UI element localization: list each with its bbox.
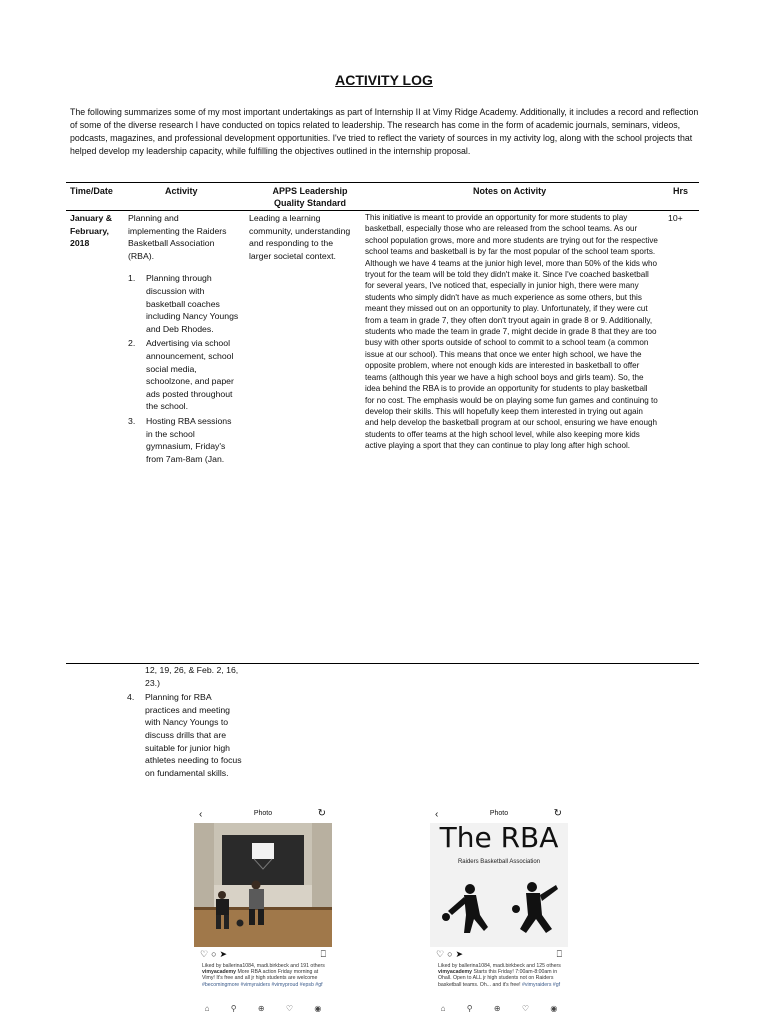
- profile-icon[interactable]: ◉: [314, 1004, 322, 1013]
- step-text: Planning for RBA practices and meeting with Nancy Youngs to discuss drills that are suitable for junior high athletes needing to focus on fundamental skills.: [145, 692, 242, 778]
- add-post-icon[interactable]: ⊕: [257, 1004, 265, 1013]
- post-meta: [202, 963, 328, 988]
- table-top-rule: [66, 182, 699, 183]
- step-number: 1.: [128, 273, 136, 284]
- post-action-icons: [436, 949, 466, 960]
- row-activity: [128, 212, 240, 465]
- bookmark-icon[interactable]: ⎕: [320, 949, 326, 959]
- heart-icon[interactable]: ♡: [285, 1004, 294, 1013]
- refresh-icon[interactable]: ↻: [553, 808, 562, 819]
- activity-steps: [128, 272, 240, 465]
- heart-icon[interactable]: ♡: [436, 949, 448, 959]
- gym-photo: [194, 823, 332, 947]
- row-hrs: 10+: [668, 213, 683, 223]
- home-icon[interactable]: ⌂: [440, 1004, 446, 1013]
- post-bar-title: Photo: [253, 810, 273, 817]
- activity-continuation: [127, 664, 243, 779]
- activity-step: [128, 272, 240, 335]
- add-post-icon[interactable]: ⊕: [493, 1004, 501, 1013]
- header-standard-line1: APPS Leadership: [272, 186, 348, 196]
- chevron-left-icon[interactable]: ‹: [199, 809, 203, 820]
- post-account[interactable]: vimyacademy: [438, 969, 473, 976]
- home-icon[interactable]: ⌂: [204, 1004, 210, 1013]
- bottom-nav: [194, 1004, 332, 1016]
- post-meta: [438, 963, 564, 988]
- header-activity: Activity: [165, 186, 198, 196]
- intro-paragraph: The following summarizes some of my most important undertakings as part of Internship II at Vimy Ridge Academy. Additionally, it includes a record and reflection of some of the diverse research I have conducted on topics related to leadership. The research has come in the form of academic journals, seminars, videos, podcasts, magazines, and professional development opportunities. I've tried to reflect the variety of sources in my activity log, along with the school projects that helped develop my leadership capacity, while fulfilling the objectives outlined in the internship proposal.: [70, 107, 699, 156]
- page-title: ACTIVITY LOG: [335, 72, 433, 88]
- rba-logo-image: [430, 823, 568, 947]
- refresh-icon[interactable]: ↻: [317, 808, 326, 819]
- profile-icon[interactable]: ◉: [550, 1004, 558, 1013]
- header-notes: Notes on Activity: [473, 186, 547, 196]
- instagram-post-2: [430, 808, 568, 1018]
- share-icon[interactable]: ➤: [219, 949, 231, 959]
- activity-step: [127, 691, 243, 779]
- rba-logo-text: The RBA: [439, 823, 559, 854]
- bookmark-icon[interactable]: ⎕: [556, 949, 562, 959]
- row-standard: Leading a learning community, understanding and responding to the larger societal context.: [249, 213, 351, 261]
- post-caption: More RBA action Friday morning at Vimy! It's free and all jr high students are welcome: [202, 969, 319, 982]
- search-icon[interactable]: ⚲: [466, 1004, 473, 1013]
- activity-step: [128, 337, 240, 413]
- share-icon[interactable]: ➤: [455, 949, 467, 959]
- post-action-icons: [200, 949, 230, 960]
- header-standard: [255, 185, 365, 209]
- row-notes: This initiative is meant to provide an opportunity for more students to play basketball, especially those who are released from the school teams. As our school population grows, more and more students are trying out for the respective school teams and basketball is by far the most popular of the school team sports. Although we have 4 teams at the junior high level, more than 50% of the kids who tryout for the team will be told they didn't make it. Since I've coached basketball for several years, I've noticed that, especially in junior high, there were many students who simply didn't have as much experience as some others, but this meant they missed out on an opportunity to play. Unfortunately, if they were cut from a team in grade 7, they often don't tryout again in grade 8 or 9. Additionally, students who made the team in grade 7, might decide in grade 8 that they are too busy with other sports outside of school to commit to a school team (a common issue at our school). This means that once we enter high school, we have the opposite problem, where not enough kids are interested in basketball to offer teams (although this year we have a high school boys and girls team). So, the idea behind the RBA is to provide an opportunity for students to play basketball for no cost. The emphasis would be on playing some fun games and continuing to develop their skills. This will hopefully keep them interested in trying out again and help develop the basketball program at our school, ensuring we have enough students to offer teams at the high school level, while also keeping more kids active playing a sport that they can continue to play long after high school.: [365, 213, 658, 451]
- post-bar-title: Photo: [489, 810, 509, 817]
- post-caption: Starts this Friday! 7:00am-8:00am in Ohall. Open to ALL jr high students not on Raiders basketball teams. Oh... and it's free!: [438, 969, 558, 988]
- step-text: Advertising via school announcement, school social media, schoolzone, and paper ads posted throughout the school.: [146, 338, 234, 412]
- chevron-left-icon[interactable]: ‹: [435, 809, 439, 820]
- player-silhouettes: [430, 823, 568, 947]
- comment-icon[interactable]: ○: [211, 949, 220, 959]
- row-date: [70, 212, 125, 250]
- bottom-nav: [430, 1004, 568, 1016]
- step3-continuation: 12, 19, 26, & Feb. 2, 16, 23.): [145, 665, 239, 688]
- step-number: 2.: [128, 338, 136, 349]
- post-account[interactable]: vimyacademy: [202, 969, 237, 976]
- post-likes: Liked by ballerina1084, madi.birkbeck and 191 others: [202, 963, 325, 969]
- header-date: Time/Date: [70, 186, 113, 196]
- post-tags[interactable]: #vimyraiders #gf: [522, 981, 561, 988]
- activity-intro: Planning and implementing the Raiders Basketball Association (RBA).: [128, 213, 227, 261]
- post-caption-row: [202, 969, 328, 988]
- post-likes: Liked by ballerina1084, madi.birkbeck and 125 others: [438, 963, 561, 969]
- instagram-post-1: [194, 808, 332, 1018]
- post-tags[interactable]: #becomingmore #vimyraiders #vimyproud #epsb #gf: [202, 981, 323, 988]
- post-top-bar: [430, 808, 568, 822]
- rba-logo-subtitle: Raiders Basketball Association: [457, 859, 541, 865]
- post-top-bar: [194, 808, 332, 822]
- step-text: Planning through discussion with basketball coaches including Nancy Youngs and Deb Rhodes.: [146, 273, 239, 334]
- header-standard-line2: Quality Standard: [273, 198, 346, 208]
- step-text: Hosting RBA sessions in the school gymnasium, Friday's from 7am-8am (Jan.: [146, 415, 232, 464]
- search-icon[interactable]: ⚲: [230, 1004, 237, 1013]
- step-number: 4.: [127, 692, 135, 703]
- heart-icon[interactable]: ♡: [200, 949, 212, 959]
- comment-icon[interactable]: ○: [447, 949, 456, 959]
- row-date-line2: February,: [70, 225, 109, 236]
- row-date-line3: 2018: [70, 238, 90, 249]
- step-number: 3.: [128, 415, 136, 426]
- activity-step: [128, 415, 240, 465]
- post-caption-row: [438, 969, 564, 988]
- table-header-rule: [66, 210, 699, 211]
- row-date-line1: January &: [70, 213, 113, 223]
- header-hrs: Hrs: [673, 186, 689, 196]
- heart-icon[interactable]: ♡: [521, 1004, 530, 1013]
